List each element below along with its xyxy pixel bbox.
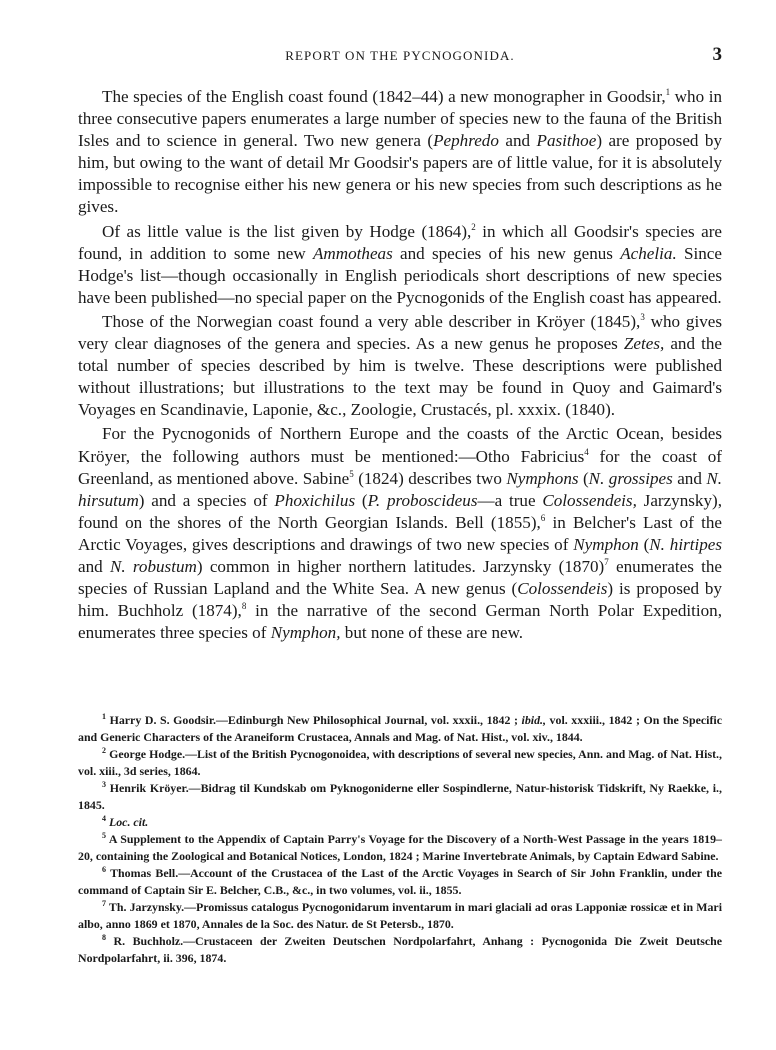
text: who in three consecutive papers enumerates a large number of species new to the fauna of the British Isles and to science in general. Two new genera ( [78,87,722,151]
footnote-text: George Hodge.—List of the British Pycnogonoidea, with descriptions of several new species, Ann. and Mag. of Nat. Hist., vol. xiii., 3d series, 1864. [78,747,722,778]
species-name: P. proboscideus [367,490,478,510]
text: but none of these are new. [340,623,524,643]
footnote-text: R. Buchholz.—Crustaceen der Zweiten Deutschen Nordpolarfahrt, Anhang : Pycnogonida Die Zweit Deutsche Nordpolarfahrt, ii. 396, 1874. [78,934,722,965]
footnote-text-italic: Loc. cit. [106,815,149,829]
text: (1824) describes two [353,468,507,488]
running-head [78,44,722,68]
footnote-number: 5 [102,831,106,840]
footnote-4 [78,814,722,831]
text: Jarzynsky), found on the shores of the North Georgian Islands. Bell (1855), [78,490,722,532]
text: ( [578,468,589,488]
footnote-text-italic: ibid., [521,713,546,727]
text: —a true [477,490,543,510]
text: and the total number of species described by him is twelve. These descriptions were published without illustrations; but illustrations to the text may be found in Quoy and Gaimard's Voyages en Scandinavie, Laponie, &c., Zoologie, Crustacés, pl. xxxix. (1840). [78,334,722,420]
text: and [78,556,110,576]
genus-name: Nymphon, [270,623,341,643]
footnote-ref: 4 [584,446,589,457]
text: and [498,131,537,151]
paragraph-northern-europe [78,423,722,644]
species-name: N. robustum [109,556,197,576]
footnote-number: 3 [102,780,106,789]
text: ) are proposed by him, but owing to the want of detail Mr Goodsir's papers are of little value, for it is absolutely impossible to recognise either his new genera or his new species from such descriptions as he gives. [78,131,722,217]
footnote-number: 2 [102,746,106,755]
footnote-number: 6 [102,865,106,874]
footnote-6 [78,865,722,899]
footnote-2 [78,746,722,780]
footnote-text: Harry D. S. Goodsir.—Edinburgh New Philosophical Journal, vol. xxxii., 1842 ; [106,713,522,727]
text: Those of the Norwegian coast found a very able describer in Kröyer (1845), [102,311,641,331]
text: Since Hodge's list—though occasionally in English periodicals short descriptions of new species have been published—no special paper on the Pycnogonids of the English coast has appeared. [78,243,722,307]
text: enumerates the species of Russian Lapland and the White Sea. A new genus ( [78,556,723,599]
footnote-number: 4 [102,814,106,823]
footnote-5 [78,831,722,865]
paragraph-goodsir [78,86,722,219]
text: ) common in higher northern latitudes. Jarzynsky (1870) [196,556,605,576]
footnote-number: 8 [102,933,106,942]
footnote-text: Henrik Kröyer.—Bidrag til Kundskab om Pyknogoniderne eller Sospindlerne, Natur-historisk Tidskrift, Ny Raekke, i., 1845. [78,781,722,812]
text: For the Pycnogonids of Northern Europe and the coasts of the Arctic Ocean, besides Kröyer, the following authors must be mentioned:—Otho Fabricius [78,424,722,466]
text: in the narrative of the second German North Polar Expedition, enumerates three species of [78,601,722,643]
genus-name: Pephredo [433,131,499,151]
species-name: N. hirtipes [649,534,723,554]
footnote-ref: 3 [640,311,645,322]
genus-name: Ammotheas [312,243,393,263]
genus-name: Nymphon [573,534,639,554]
genus-name: Pasithoe [536,131,597,151]
text: and species of his new genus [392,243,621,263]
genus-name: Phoxichilus [274,490,356,510]
genus-name: Achelia. [620,243,677,263]
footnote-text: Th. Jarzynsky.—Promissus catalogus Pycnogonidarum inventarum in mari glaciali ad oras Lapponiæ rossicæ et in Mari albo, anno 1869 et 1870, Annales de la Soc. des Natur. de St Petersb., 1870. [78,900,722,931]
species-name: N. hirsutum [78,468,723,510]
text: ) is proposed by him. Buchholz (1874), [78,579,722,621]
footnote-text: A Supplement to the Appendix of Captain Parry's Voyage for the Discovery of a North-West Passage in the years 1819–20, containing the Zoological and Botanical Notices, London, 1824 ; Marine Invertebrate Animals, by Captain Edward Sabine. [78,832,722,863]
text: ( [355,490,368,510]
text: Of as little value is the list given by Hodge (1864), [102,221,472,241]
page-number: 3 [712,44,722,65]
footnote-ref: 5 [349,468,354,479]
footnote-7 [78,899,722,933]
species-name: N. grossipes [588,468,673,488]
footnotes [78,712,722,967]
footnote-text: Thomas Bell.—Account of the Crustacea of the Last of the Arctic Voyages in Search of Sir John Franklin, under the command of Captain Sir E. Belcher, C.B., &c., in two volumes, vol. ii., 1855. [78,866,722,897]
footnote-text: vol. xxxiii., 1842 ; On the Specific and Generic Characters of the Araneiform Crustacea, Annals and Mag. of Nat. Hist., vol. xiv., 1844. [78,713,722,744]
text: for the coast of Greenland, as mentioned above. Sabine [78,446,722,488]
footnote-number: 1 [102,712,106,721]
footnote-8 [78,933,722,967]
text: The species of the English coast found (1842–44) a new monographer in Goodsir, [102,87,666,106]
running-head-title: REPORT ON THE PYCNOGONIDA. [285,48,515,63]
text: in Belcher's Last of the Arctic Voyages, gives descriptions and drawings of two new species of [78,512,722,554]
footnote-3 [78,780,722,814]
body-text [78,86,722,644]
footnote-ref: 8 [241,601,247,612]
footnote-number: 7 [102,899,106,908]
footnote-ref: 6 [540,512,546,523]
text: who gives very clear diagnoses of the genera and species. As a new genus he proposes [78,311,722,354]
paragraph-kroyer [78,311,722,421]
footnote-ref: 2 [471,221,476,232]
footnote-1 [78,712,722,746]
footnote-ref: 7 [604,556,609,567]
genus-name: Colossendeis, [542,490,637,510]
text: ) and a species of [138,490,275,510]
text: and [672,468,707,488]
genus-name: Colossendeis [517,579,608,599]
genus-name: Nymphons [506,468,579,488]
footnote-ref: 1 [665,87,671,97]
text: ( [638,534,650,554]
text: in which all Goodsir's species are found, in addition to some new [78,221,722,263]
paragraph-hodge [78,221,722,309]
genus-name: Zetes, [623,334,665,354]
